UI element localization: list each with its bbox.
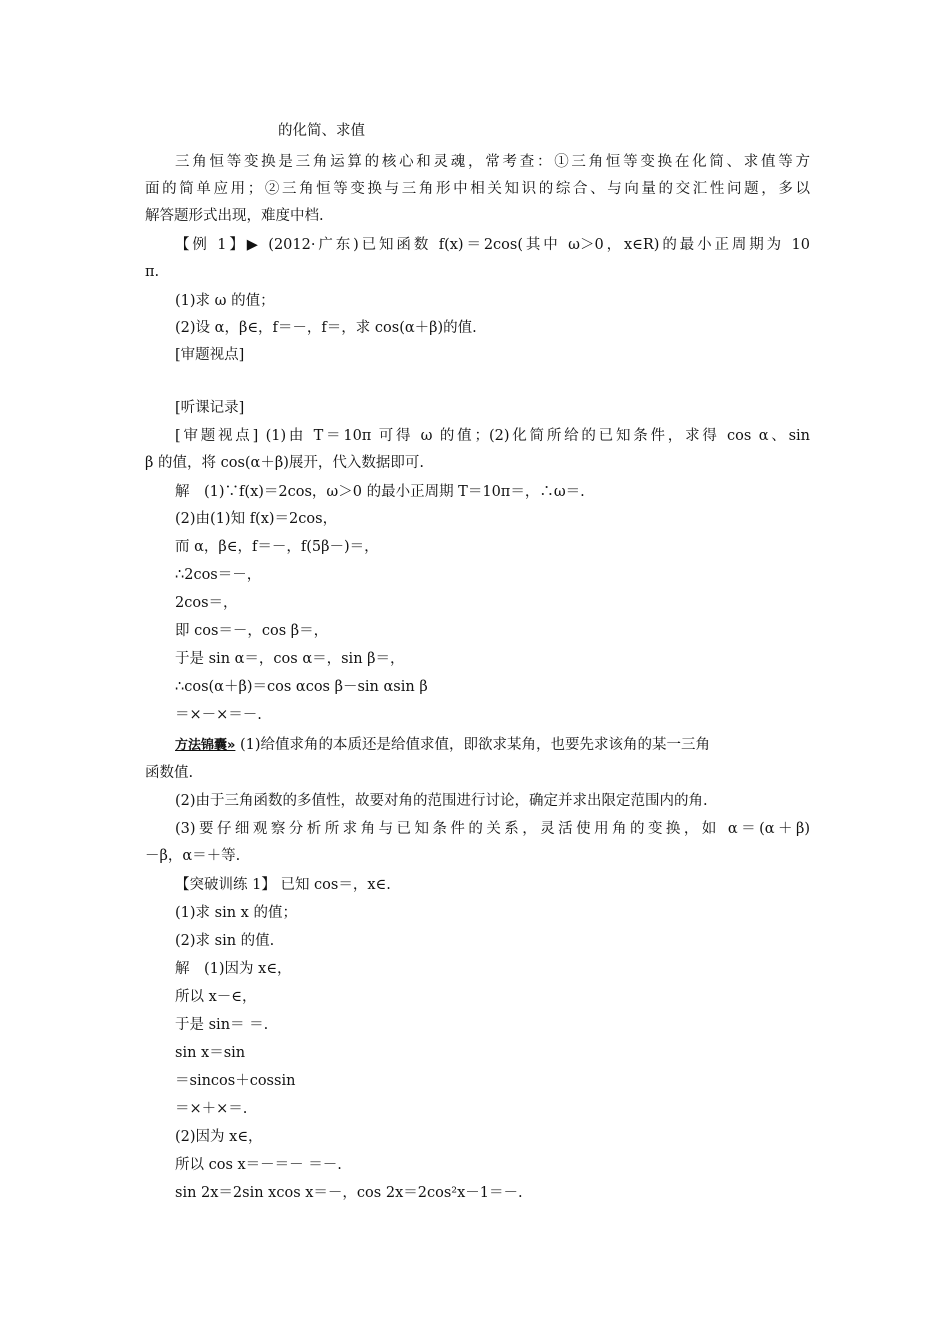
example-1-question-1: (1)求 ω 的值； bbox=[175, 293, 275, 309]
solution-1-line-9: ＝×－×＝－. bbox=[175, 707, 262, 723]
example-1-view-heading: [审题视点] bbox=[175, 347, 245, 363]
training-1-question-1: (1)求 sin x 的值； bbox=[175, 905, 297, 921]
solution-2-line-6: ＝×＋×＝. bbox=[175, 1101, 248, 1117]
solution-1-line-4: ∴2cos＝－， bbox=[175, 567, 262, 583]
example-1-line-1: 【例 1】▶ (2012·广东)已知函数 f(x)＝2cos(其中 ω＞0，x∈R)的最小正周期为 10 bbox=[175, 237, 810, 253]
example-1-question-2: (2)设 α，β∈，f＝－，f＝，求 cos(α＋β)的值. bbox=[175, 320, 477, 336]
training-1-heading: 【突破训练 1】 已知 cos＝，x∈. bbox=[175, 877, 391, 893]
solution-2-line-2: 所以 x－∈， bbox=[175, 989, 257, 1005]
solution-1-line-6: 即 cos＝－，cos β＝， bbox=[175, 623, 329, 639]
method-line-1b: 函数值. bbox=[145, 765, 194, 781]
solution-1-line-8: ∴cos(α＋β)＝cos αcos β－sin αsin β bbox=[175, 679, 428, 695]
section-title: 的化简、求值 bbox=[278, 123, 365, 139]
solution-2-line-7: (2)因为 x∈， bbox=[175, 1129, 263, 1145]
solution-1-line-3: 而 α，β∈，f＝－，f(5β－)＝， bbox=[175, 539, 379, 555]
method-text-1: (1)给值求角的本质还是给值求值，即欲求某角，也要先求该角的某一三角 bbox=[240, 737, 711, 753]
example-1-view-line-1: [审题视点] (1)由 T＝10π 可得 ω 的值；(2)化简所给的已知条件，求得 cos α、sin bbox=[175, 428, 810, 444]
solution-2-line-4: sin x＝sin bbox=[175, 1045, 246, 1061]
solution-1-line-2: (2)由(1)知 f(x)＝2cos， bbox=[175, 511, 338, 527]
solution-2-line-1: 解 (1)因为 x∈， bbox=[175, 961, 292, 977]
method-line-2: (2)由于三角函数的多值性，故要对角的范围进行讨论，确定并求出限定范围内的角. bbox=[175, 793, 708, 809]
training-1-question-2: (2)求 sin 的值. bbox=[175, 933, 275, 949]
method-line-3b: －β，α＝＋等. bbox=[145, 848, 241, 864]
solution-1-line-7: 于是 sin α＝，cos α＝，sin β＝， bbox=[175, 651, 405, 667]
solution-2-line-8: 所以 cos x＝－＝－ ＝－. bbox=[175, 1157, 342, 1173]
intro-line-1: 三角恒等变换是三角运算的核心和灵魂，常考查：①三角恒等变换在化简、求值等方 bbox=[175, 154, 810, 170]
method-tag: 方法锦囊» bbox=[175, 738, 236, 753]
method-line-3: (3)要仔细观察分析所求角与已知条件的关系，灵活使用角的变换，如 α＝(α＋β) bbox=[175, 821, 810, 837]
solution-2-line-5: ＝sincos＋cossin bbox=[175, 1073, 296, 1089]
solution-1-line-5: 2cos＝， bbox=[175, 595, 238, 611]
solution-1-line-1: 解 (1)∵f(x)＝2cos，ω＞0 的最小正周期 T＝10π＝，∴ω＝. bbox=[175, 484, 585, 500]
intro-line-3: 解答题形式出现，难度中档. bbox=[145, 208, 324, 224]
solution-2-line-3: 于是 sin＝ ＝. bbox=[175, 1017, 269, 1033]
solution-2-line-9: sin 2x＝2sin xcos x＝－，cos 2x＝2cos²x－1＝－. bbox=[175, 1185, 523, 1201]
example-1-record-heading: [听课记录] bbox=[175, 400, 245, 416]
intro-line-2: 面的简单应用；②三角恒等变换与三角形中相关知识的综合、与向量的交汇性问题，多以 bbox=[145, 181, 810, 197]
example-1-view-line-2: β 的值，将 cos(α＋β)展开，代入数据即可. bbox=[145, 455, 424, 471]
example-1-line-2: π. bbox=[145, 264, 160, 280]
method-line-1 bbox=[175, 735, 710, 756]
